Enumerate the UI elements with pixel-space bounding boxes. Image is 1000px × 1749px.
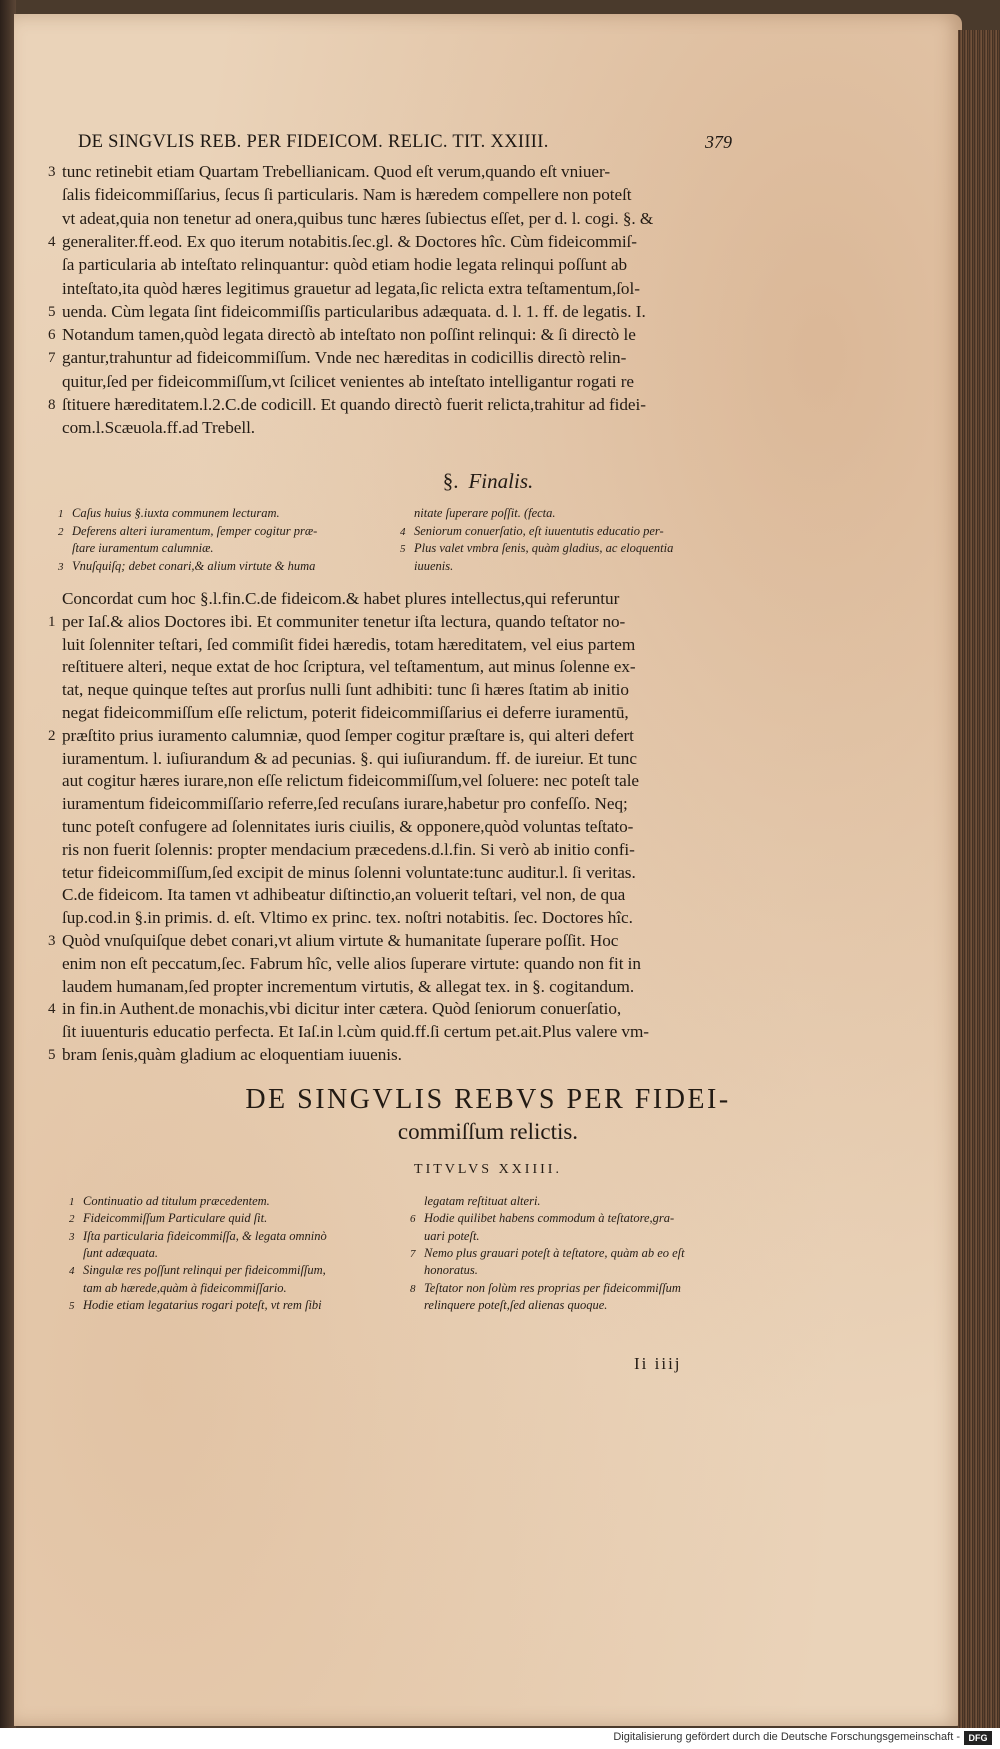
text-line: iuramentum fideicommiſſario referre,ſed recuſans iurare,habetur pro confeſſo. Neq; [62, 794, 628, 814]
text-line: C.de fideicom. Ita tamen vt adhibeatur diſtinctio,an voluerit teſtari, vel non, de qua [62, 885, 626, 905]
text-line: Notandum tamen,quòd legata directò ab inteſtato non poſſint relinqui: & ſi directò le [62, 325, 636, 345]
summary-number: 4 [69, 1265, 75, 1278]
summary-text: Deferens alteri iuramentum, ſemper cogitur præ- [72, 523, 318, 538]
margin-number: 1 [48, 613, 56, 630]
summary-number: 7 [410, 1247, 416, 1260]
signature-mark: Ii iiij [634, 1354, 682, 1373]
book-page [14, 14, 962, 1726]
text-line: uenda. Cùm legata ſint fideicommiſſis particularibus adæquata. d. l. 1. ff. de legatis. I. [62, 301, 646, 321]
summary-number: 6 [410, 1213, 416, 1226]
summary-number: 1 [58, 508, 64, 520]
summary-entry [410, 1211, 674, 1226]
page-edges [958, 30, 1000, 1730]
margin-number: 3 [48, 933, 56, 949]
summary-entry [69, 1263, 326, 1278]
summary-number: 2 [69, 1213, 75, 1226]
text-line: ſtituere hæreditatem.l.2.C.de codicill. Et quando directò fuerit relicta,trahitur ad fidei- [62, 395, 646, 414]
text-line: iuramentum. l. iuſiurandum & ad pecunias. §. qui iuſiurandum. ff. de iureiur. Et tunc [62, 748, 637, 768]
text-line: luit ſolenniter teſtari, ſed commiſit fidei hæredis, totam hæreditatem, vel eius partem [62, 634, 636, 654]
summary-text: Fideicommiſſum Particulare quid ſit. [83, 1211, 268, 1226]
margin-number: 4 [48, 1001, 56, 1018]
summary-number: 4 [400, 525, 406, 538]
summary-entry [400, 559, 453, 574]
summary-entry [69, 1246, 158, 1261]
summary-entry [410, 1194, 541, 1209]
summary-text: iuuenis. [414, 558, 454, 573]
summary-entry [410, 1229, 480, 1244]
page-number: 379 [705, 132, 732, 152]
summary-number: 3 [58, 560, 64, 573]
summary-number: 5 [400, 543, 406, 555]
section-symbol: §. [442, 469, 459, 493]
margin-number: 5 [48, 303, 56, 320]
text-line: Concordat cum hoc §.l.fin.C.de fideicom.& habet plures intellectus,qui referuntur [62, 589, 620, 608]
summary-text: Vnuſquiſq; debet conari,& alium virtute & huma [72, 558, 316, 573]
summary-text: Singulæ res poſſunt relinqui per fideicommiſſum, [83, 1263, 326, 1278]
summary-text: Caſus huius §.iuxta communem lecturam. [72, 506, 280, 520]
summary-entry [69, 1281, 287, 1296]
text-line: præſtito prius iuramento calumniæ, quod ſemper cogitur præſtare is, qui alteri defert [62, 725, 634, 745]
text-line: in fin.in Authent.de monachis,vbi dicitur inter cætera. Quòd ſeniorum conuerſatio, [62, 999, 622, 1019]
summary-text: legatam reſtituat alteri. [424, 1194, 541, 1208]
summary-entry [69, 1194, 270, 1209]
text-line: generaliter.ff.eod. Ex quo iterum notabitis.ſec.gl. & Doctores hîc. Cùm fideicommiſ- [62, 231, 637, 251]
summary-entry [410, 1246, 685, 1261]
footer-credit: Digitalisierung gefördert durch die Deutsche Forschungsgemeinschaft - [613, 1731, 960, 1743]
summary-number: 2 [58, 525, 64, 538]
title-heading-line2: commiſſum relictis. [397, 1119, 579, 1144]
text-line: vt adeat,quia non tenetur ad onera,quibus tunc hæres ſubiectus eſſet, per d. l. cogi. §. & [62, 208, 654, 228]
margin-number: 8 [48, 397, 56, 413]
summary-text: nitate ſuperare poſſit. (fecta. [414, 506, 556, 520]
text-line: per Iaſ.& alios Doctores ibi. Et communiter tenetur iſta lectura, quando teſtator no- [62, 611, 626, 631]
section-title: Finalis. [468, 469, 534, 493]
margin-number: 7 [48, 350, 56, 367]
text-line: com.l.Scæuola.ff.ad Trebell. [62, 418, 256, 438]
text-line: inteſtato,ita quòd hæres legitimus grauetur ad legata,ſic relicta extra teſtamentum,ſol- [62, 278, 640, 298]
text-line: bram ſenis,quàm gladium ac eloquentiam iuuenis. [62, 1045, 402, 1064]
summary-number: 8 [410, 1282, 416, 1295]
summary-entry [69, 1298, 322, 1313]
summary-entry [400, 524, 664, 539]
text-line: enim non eſt peccatum,ſec. Fabrum hîc, velle alios ſuperare virtute: quando non fit in [62, 953, 641, 973]
margin-number: 3 [48, 164, 56, 180]
summary-text: Hodie quilibet habens commodum à teſtatore,gra- [424, 1211, 675, 1226]
text-line: tat, neque quinque teſtes aut prorſus nulli ſunt adhibiti: tunc ſi hæres ſtatim ab initio [62, 680, 629, 700]
summary-text: Plus valet vmbra ſenis, quàm gladius, ac eloquentia [414, 541, 674, 555]
summary-text: relinquere poteſt,ſed alienas quoque. [424, 1297, 608, 1312]
text-line: ſup.cod.in §.in primis. d. eſt. Vltimo ex princ. tex. noſtri notabitis. ſec. Doctores hîc. [62, 908, 633, 928]
summary-number: 1 [69, 1196, 75, 1208]
text-line: ſit iuuenturis educatio perfecta. Et Iaſ.in l.cùm quid.ff.ſi certum pet.ait.Plus valere vm- [62, 1022, 649, 1042]
summary-text: tam ab hærede,quàm à fideicommiſſario. [83, 1280, 287, 1295]
text-line: ſa particularia ab inteſtato relinquantur: quòd etiam hodie legata relinqui poſſunt ab [62, 255, 628, 275]
summary-text: Continuatio ad titulum præcedentem. [83, 1194, 270, 1208]
summary-text: Hodie etiam legatarius rogari poteſt, vt rem ſibi [83, 1297, 322, 1312]
summary-entry [400, 541, 673, 556]
summary-text: Seniorum conuerſatio, eſt iuuentutis educatio per- [414, 523, 664, 538]
margin-number: 5 [48, 1047, 56, 1063]
summary-entry [400, 506, 556, 521]
text-line: aut cogitur hæres iurare,non eſſe relictum fideicommiſſum,vel ſoluere: nec poteſt tale [62, 771, 640, 791]
text-line: Quòd vnuſquiſque debet conari,vt alium virtute & humanitate ſuperare poſſit. Hoc [62, 931, 619, 950]
summary-text: ſtare iuramentum calumniæ. [72, 541, 214, 555]
summary-text: Iſta particularia fideicommiſſa, & legata omninò [83, 1228, 327, 1243]
text-line: tetur fideicommiſſum,ſed excipit de minus ſolenni voluntate:tunc auditur.l. ſi veritas. [62, 862, 636, 882]
text-line: quitur,ſed per fideicommiſſum,vt ſcilicet venientes ab inteſtato intelligantur rogati re [62, 371, 634, 391]
summary-entry [58, 559, 315, 574]
summary-text: Teſtator non ſolùm res proprias per fideicommiſſum [424, 1280, 681, 1295]
footer-bar [0, 1728, 1000, 1749]
summary-entry [69, 1211, 267, 1226]
summary-entry [58, 524, 317, 539]
text-line: laudem humanam,ſed propter incrementum virtutis, & allegat tex. in §. cogitandum. [62, 976, 635, 996]
summary-entry [410, 1298, 607, 1313]
section-heading [14, 469, 962, 494]
running-header: DE SINGVLIS REB. PER FIDEICOM. RELIC. TIT. XXIIII. [78, 132, 549, 152]
text-line: ſalis fideicommiſſarius, ſecus ſi particularis. Nam is hæredem compellere non poteſt [62, 185, 632, 205]
summary-entry [410, 1281, 681, 1296]
summary-number: 3 [69, 1230, 75, 1243]
summary-number: 5 [69, 1299, 75, 1312]
text-line: tunc retinebit etiam Quartam Trebellianicam. Quod eſt verum,quando eſt vniuer- [62, 162, 610, 181]
summary-entry [410, 1263, 478, 1278]
titulus-number: TITVLVS XXIIII. [414, 1162, 562, 1177]
summary-text: Nemo plus grauari poteſt à teſtatore, quàm ab eo eſt [424, 1245, 685, 1260]
summary-text: uari poteſt. [424, 1228, 480, 1243]
summary-entry [58, 541, 214, 556]
dfg-logo: DFG [964, 1731, 992, 1745]
text-line: tunc poteſt confugere ad ſolennitates iuris ciuilis, & opponere,quòd voluntas teſtato- [62, 817, 634, 836]
margin-number: 6 [48, 327, 56, 344]
title-heading-line1: DE SINGVLIS REBVS PER FIDEI- [245, 1084, 731, 1115]
margin-number: 4 [48, 233, 56, 250]
text-line: reſtituere alteri, neque extat de hoc ſcriptura, vel teſtamentum, aut minus ſolenne ex- [62, 657, 636, 677]
text-line: ris non fuerit ſolennis: propter mendacium præcedens.d.l.fin. Si verò ab initio confi- [62, 839, 635, 859]
summary-text: ſunt adæquata. [83, 1245, 159, 1260]
summary-entry [69, 1229, 327, 1244]
summary-text: honoratus. [424, 1263, 478, 1278]
text-line: gantur,trahuntur ad fideicommiſſum. Vnde nec hæreditas in codicillis directò relin- [62, 348, 627, 368]
text-line: negat fideicommiſſum eſſe relictum, poterit fideicommiſſarius ei deferre iuramentū, [62, 703, 629, 722]
summary-entry [58, 506, 280, 521]
margin-number: 2 [48, 727, 56, 744]
